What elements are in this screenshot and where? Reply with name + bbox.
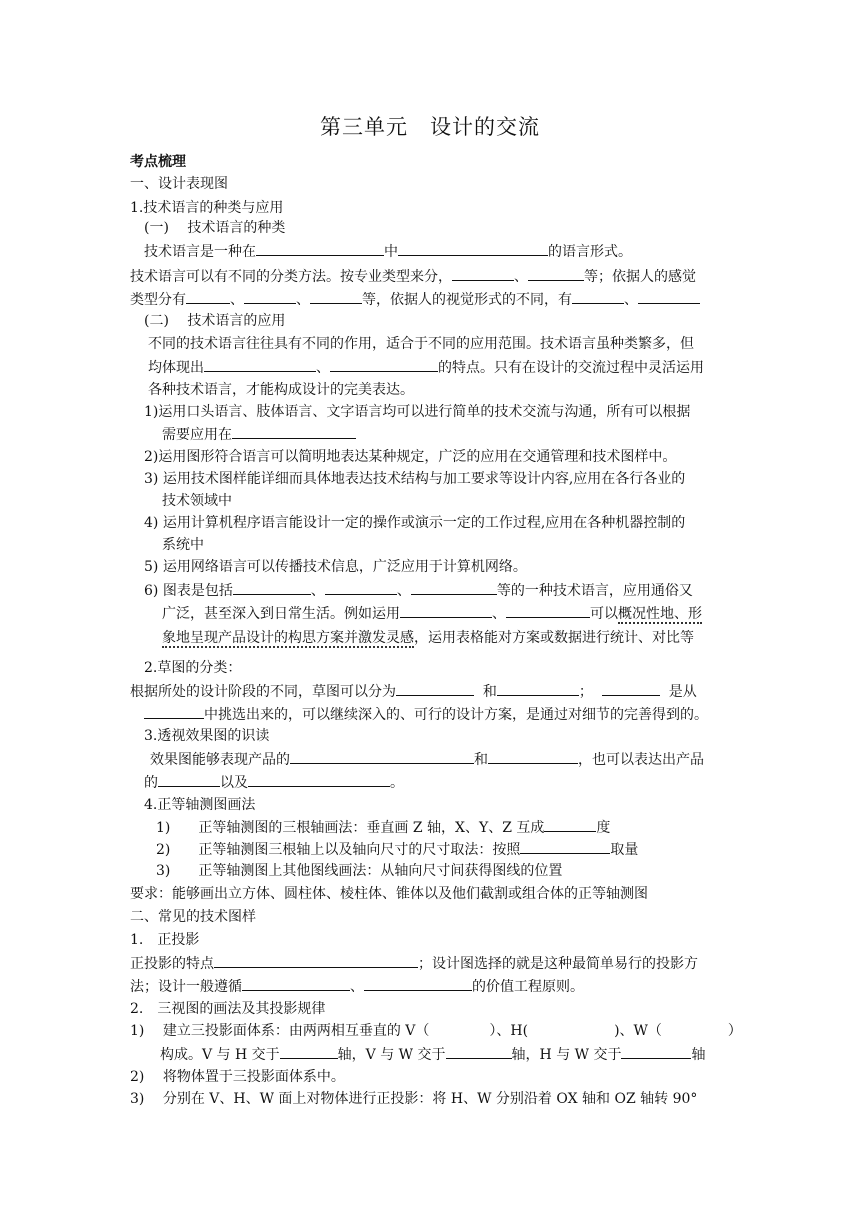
item-1-line-2: 需要应用在: [162, 424, 356, 445]
subsection-application-heading: (二) 技术语言的应用: [144, 313, 286, 329]
item-4-line-2: 系统中: [162, 537, 204, 553]
item-4-line-1: 4) 运用计算机程序语言能设计一定的操作或演示一定的工作过程,应用在各种机器控制的: [144, 515, 686, 531]
item-6-line-1: 6) 图表是包括 、 、 等的一种技术语言，应用通俗又: [144, 580, 693, 601]
three-views-item-1-line-1: 1) 建立三投影面体系：由两两相互垂直的 V（ ）、H( )、W（ ）: [130, 1023, 742, 1039]
application-para-line-3: 各种技术语言，才能构成设计的完美表达。: [148, 382, 414, 398]
item-6-line-3: 象地呈现产品设计的构思方案并激发灵感，运用表格能对方案或数据进行统计、对比等: [162, 630, 694, 646]
item-6-line-2: 广泛，甚至深入到日常生活。例如运用 、 可以概况性地、形: [162, 603, 702, 624]
subsection-types-heading: (一) 技术语言的种类: [144, 220, 286, 236]
three-views-heading: 2. 三视图的画法及其投影规律: [130, 1001, 326, 1017]
orthographic-line-2: 法；设计一般遵循 、 的价值工程原则。: [130, 976, 584, 997]
classification-line-1: 技术语言可以有不同的分类方法。按专业类型来分， 、 等；依据人的感觉: [130, 266, 696, 287]
classification-line-2: 类型分有 、 、 等，依据人的视觉形式的不同，有 、: [130, 289, 700, 310]
item-2: 2)运用图形符合语言可以简明地表达某种规定，广泛的应用在交通管理和技术图样中。: [144, 449, 677, 465]
sketch-heading: 2.草图的分类：: [144, 660, 242, 676]
section-1-heading: 一、设计表现图: [130, 176, 228, 192]
requirement-line: 要求：能够画出立方体、圆柱体、棱柱体、锥体以及他们截割或组合体的正等轴测图: [130, 886, 648, 902]
page-title: 第三单元 设计的交流: [320, 115, 540, 139]
rendering-line-2: 的 以及 。: [144, 772, 404, 793]
section-2-heading: 二、常见的技术图样: [130, 909, 256, 925]
application-para-line-2: 均体现出 、 的特点。只有在设计的交流过程中灵活运用: [148, 357, 704, 378]
isometric-item-2: 2) 正等轴测图三根轴上以及轴向尺寸的尺寸取法：按照 取量: [156, 839, 638, 860]
item-5: 5) 运用网络语言可以传播技术信息，广泛应用于计算机网络。: [144, 559, 527, 575]
orthographic-line-1: 正投影的特点 ；设计图选择的就是这种最简单易行的投影方: [130, 953, 698, 974]
rendering-heading: 3.透视效果图的识读: [144, 728, 270, 744]
subsection-1-1-heading: 1.技术语言的种类与应用: [130, 200, 284, 216]
orthographic-heading: 1. 正投影: [130, 932, 200, 948]
three-views-item-3: 3) 分别在 V、H、W 面上对物体进行正投影：将 H、W 分别沿着 OX 轴和 OZ 轴转 90°: [130, 1091, 698, 1107]
isometric-item-3: 3) 正等轴测图上其他图线画法：从轴向尺寸间获得图线的位置: [156, 863, 563, 879]
isometric-heading: 4.正等轴测图画法: [144, 797, 256, 813]
rendering-line-1: 效果图能够表现产品的 和 ，也可以表达出产品: [150, 749, 704, 770]
sketch-line-2: 中挑选出来的，可以继续深入的、可行的设计方案，是通过对细节的完善得到的。: [144, 704, 708, 725]
definition-line: 技术语言是一种在 中 的语言形式。: [144, 241, 632, 262]
application-para-line-1: 不同的技术语言往往具有不同的作用，适合于不同的应用范围。技术语言虽种类繁多，但: [148, 336, 694, 352]
three-views-item-1-line-2: 构成。V 与 H 交于 轴，V 与 W 交于 轴，H 与 W 交于 轴: [160, 1044, 705, 1065]
three-views-item-2: 2) 将物体置于三投影面体系中。: [130, 1069, 345, 1085]
sketch-line-1: 根据所处的设计阶段的不同，草图可以分为 和 ； 是从: [130, 681, 697, 702]
isometric-item-1: 1) 正等轴测图的三根轴画法：垂直画 Z 轴，X、Y、Z 互成 度: [156, 817, 610, 838]
item-3-line-2: 技术领域中: [162, 493, 232, 509]
section-heading: 考点梳理: [130, 154, 186, 170]
item-3-line-1: 3) 运用技术图样能详细而具体地表达技术结构与加工要求等设计内容,应用在各行各业的: [144, 471, 686, 487]
item-1-line-1: 1)运用口头语言、肢体语言、文字语言均可以进行简单的技术交流与沟通，所有可以根据: [144, 404, 691, 420]
